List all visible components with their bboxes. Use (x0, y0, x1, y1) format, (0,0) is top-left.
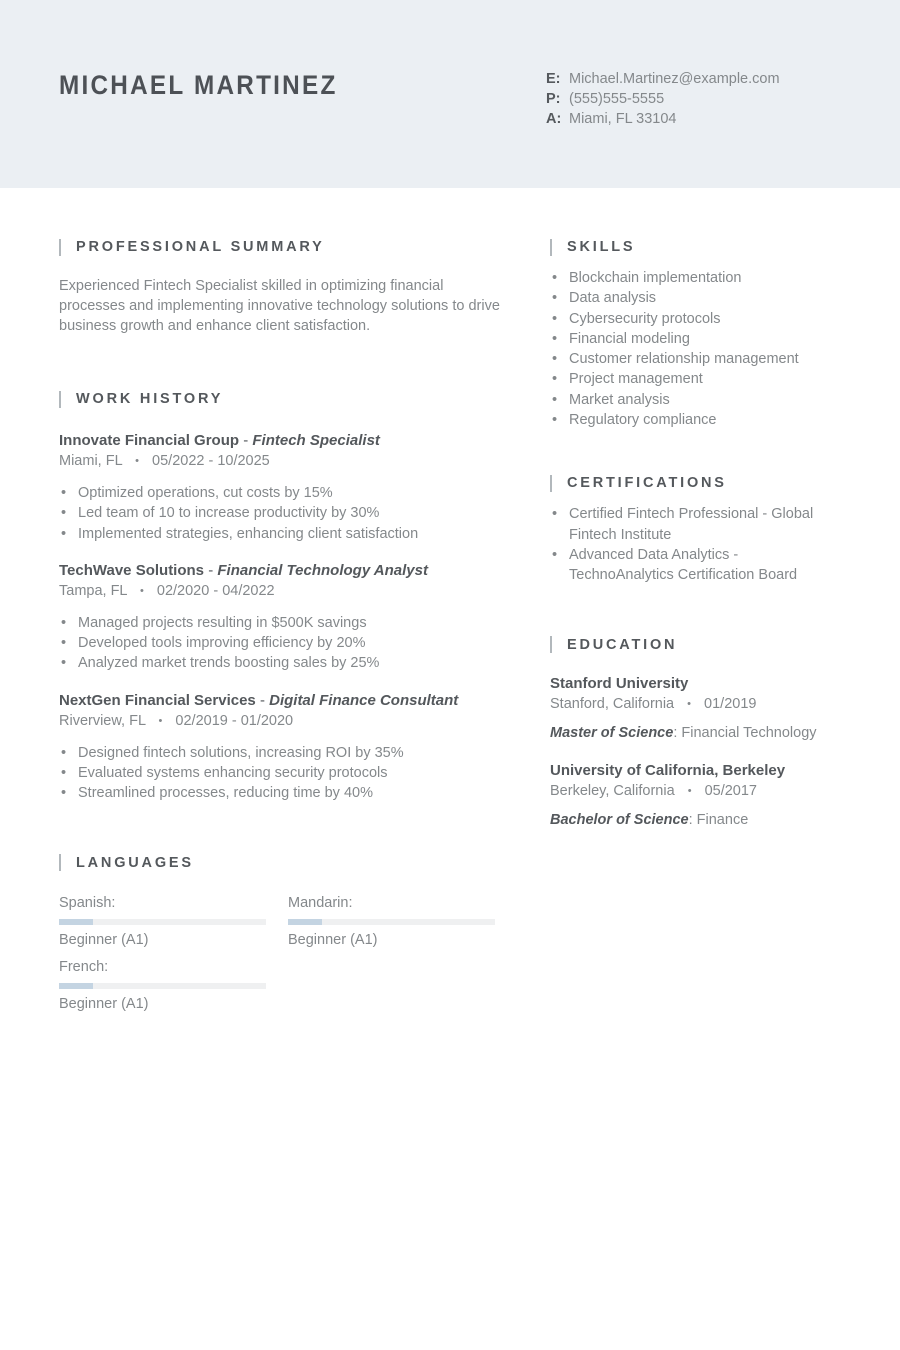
section-title-text: WORK HISTORY (76, 391, 224, 407)
language-proficiency-bar-fill (59, 919, 93, 925)
job-role: Fintech Specialist (252, 432, 380, 449)
language-name: French: (59, 958, 109, 975)
job-separator: - (243, 432, 249, 449)
job-bullet-list (59, 743, 517, 804)
section-title-text: SKILLS (567, 239, 636, 255)
section-title-skills (550, 238, 860, 256)
job-meta (59, 711, 517, 731)
section-title-text: CERTIFICATIONS (567, 475, 727, 492)
school-name: Stanford University (550, 674, 689, 692)
bullet-dot-icon: • (158, 714, 163, 727)
summary-paragraph: Experienced Fintech Specialist skilled in optimizing financial processes and implementing innovative technology solutions to drive business growth and enhance client satisfaction. (59, 278, 500, 334)
section-pipe-decoration (550, 239, 552, 256)
section-professional-summary (59, 238, 517, 336)
job-bullet: • Developed tools improving efficiency by 20% (59, 633, 517, 653)
job-bullet: • Streamlined processes, reducing time by 40% (59, 783, 517, 803)
job-location: Miami, FL (59, 453, 123, 469)
contact-row (546, 69, 780, 89)
job-separator: - (208, 561, 214, 579)
section-title-text: PROFESSIONAL SUMMARY (76, 239, 325, 255)
language-proficiency-bar-fill (59, 983, 93, 989)
job-meta (59, 581, 517, 601)
job-company: Innovate Financial Group (59, 432, 240, 449)
candidate-name: MICHAEL MARTINEZ (59, 70, 338, 100)
skill-item: • Data analysis (550, 288, 860, 308)
section-title-professional-summary (59, 238, 517, 256)
contact-value: Miami, FL 33104 (569, 111, 677, 127)
degree-field: : Financial Technology (673, 724, 817, 741)
skill-item: • Blockchain implementation (550, 268, 860, 288)
section-languages (59, 854, 517, 1014)
job-bullet: • Analyzed market trends boosting sales by 25% (59, 653, 517, 673)
section-pipe-decoration (59, 239, 61, 256)
school-location: Stanford, California (550, 695, 675, 712)
skill-item: • Regulatory compliance (550, 410, 860, 430)
bullet-dot-icon: • (687, 697, 692, 710)
section-title-work-history (59, 390, 517, 408)
skill-item: • Financial modeling (550, 329, 860, 349)
school-dates: 05/2017 (704, 782, 757, 799)
school-meta (550, 781, 860, 801)
resume-body (0, 188, 900, 1014)
certification-item: • Certified Fintech Professional - Global Fintech Institute (550, 504, 830, 545)
language-level: Beginner (A1) (59, 931, 149, 948)
contact-value: Michael.Martinez@example.com (569, 71, 780, 87)
section-title-text: EDUCATION (567, 636, 678, 653)
job-list (59, 431, 517, 804)
language-name: Mandarin: (288, 894, 353, 911)
contact-label: P: (546, 91, 561, 107)
contact-value: (555)555-5555 (569, 91, 665, 107)
job-company: TechWave Solutions (59, 561, 205, 579)
job-heading (59, 691, 517, 711)
language-item (288, 894, 495, 950)
contact-block (546, 69, 780, 129)
language-name: Spanish: (59, 894, 116, 911)
job-dates: 05/2022 - 10/2025 (152, 453, 270, 469)
section-title-text: LANGUAGES (76, 854, 194, 871)
school-meta (550, 694, 860, 714)
job-separator: - (259, 691, 265, 709)
job-bullet-list (59, 483, 517, 544)
right-column (550, 188, 860, 830)
resume-header (0, 0, 900, 188)
section-education (550, 636, 860, 830)
section-work-history (59, 390, 517, 804)
job-location: Riverview, FL (59, 712, 146, 729)
school-list (550, 674, 860, 830)
school-location: Berkeley, California (550, 782, 675, 799)
section-pipe-decoration (59, 854, 61, 871)
job-bullet: • Optimized operations, cut costs by 15% (59, 483, 517, 503)
contact-label: E: (546, 71, 561, 87)
language-level: Beginner (A1) (288, 931, 378, 948)
degree-line (550, 723, 860, 743)
language-level: Beginner (A1) (59, 995, 149, 1012)
job-location: Tampa, FL (59, 582, 127, 599)
job-bullet: • Led team of 10 to increase productivity by 30% (59, 503, 517, 523)
language-proficiency-bar-track (288, 919, 495, 925)
contact-row (546, 109, 780, 129)
section-certifications (550, 474, 860, 585)
job-role: Digital Finance Consultant (269, 691, 459, 709)
contact-label: A: (546, 111, 562, 127)
section-title-certifications (550, 474, 860, 492)
skills-list (550, 268, 860, 430)
job-heading (59, 431, 517, 451)
contact-row (546, 89, 780, 109)
job-dates: 02/2019 - 01/2020 (175, 712, 294, 729)
section-pipe-decoration (550, 636, 552, 653)
job-entry (59, 691, 517, 804)
school-entry (550, 761, 860, 830)
degree-name: Bachelor of Science (550, 811, 689, 828)
job-company: NextGen Financial Services (59, 691, 256, 709)
left-column (59, 188, 517, 1014)
bullet-dot-icon: • (135, 455, 139, 467)
bullet-dot-icon: • (140, 584, 144, 597)
language-proficiency-bar-fill (288, 919, 322, 925)
skill-item: • Project management (550, 369, 860, 389)
bullet-dot-icon: • (687, 784, 692, 797)
section-skills (550, 238, 860, 430)
job-entry (59, 561, 517, 674)
language-item (59, 894, 266, 950)
job-bullet: • Designed fintech solutions, increasing ROI by 35% (59, 743, 517, 763)
degree-line (550, 810, 860, 830)
section-title-education (550, 636, 860, 654)
job-bullet: • Evaluated systems enhancing security protocols (59, 763, 517, 783)
job-bullet-list (59, 613, 517, 674)
skill-item: • Market analysis (550, 390, 860, 410)
job-role: Financial Technology Analyst (217, 561, 428, 579)
language-item (59, 958, 266, 1014)
job-bullet: • Implemented strategies, enhancing client satisfaction (59, 524, 517, 544)
degree-field: : Finance (688, 811, 749, 828)
certifications-list (550, 504, 860, 585)
section-title-languages (59, 854, 517, 872)
school-entry (550, 674, 860, 743)
job-dates: 02/2020 - 04/2022 (156, 582, 275, 599)
degree-name: Master of Science (550, 724, 674, 741)
section-pipe-decoration (59, 391, 61, 408)
school-dates: 01/2019 (704, 695, 757, 712)
section-pipe-decoration (550, 475, 552, 492)
language-proficiency-bar-track (59, 919, 266, 925)
job-meta (59, 451, 517, 471)
school-name: University of California, Berkeley (550, 761, 786, 779)
language-proficiency-bar-track (59, 983, 266, 989)
skill-item: • Cybersecurity protocols (550, 309, 860, 329)
skill-item: • Customer relationship management (550, 349, 860, 369)
certification-item: • Advanced Data Analytics - TechnoAnalytics Certification Board (550, 545, 830, 586)
job-entry (59, 431, 517, 544)
job-bullet: • Managed projects resulting in $500K savings (59, 613, 517, 633)
language-grid (59, 894, 517, 1014)
job-heading (59, 561, 517, 581)
